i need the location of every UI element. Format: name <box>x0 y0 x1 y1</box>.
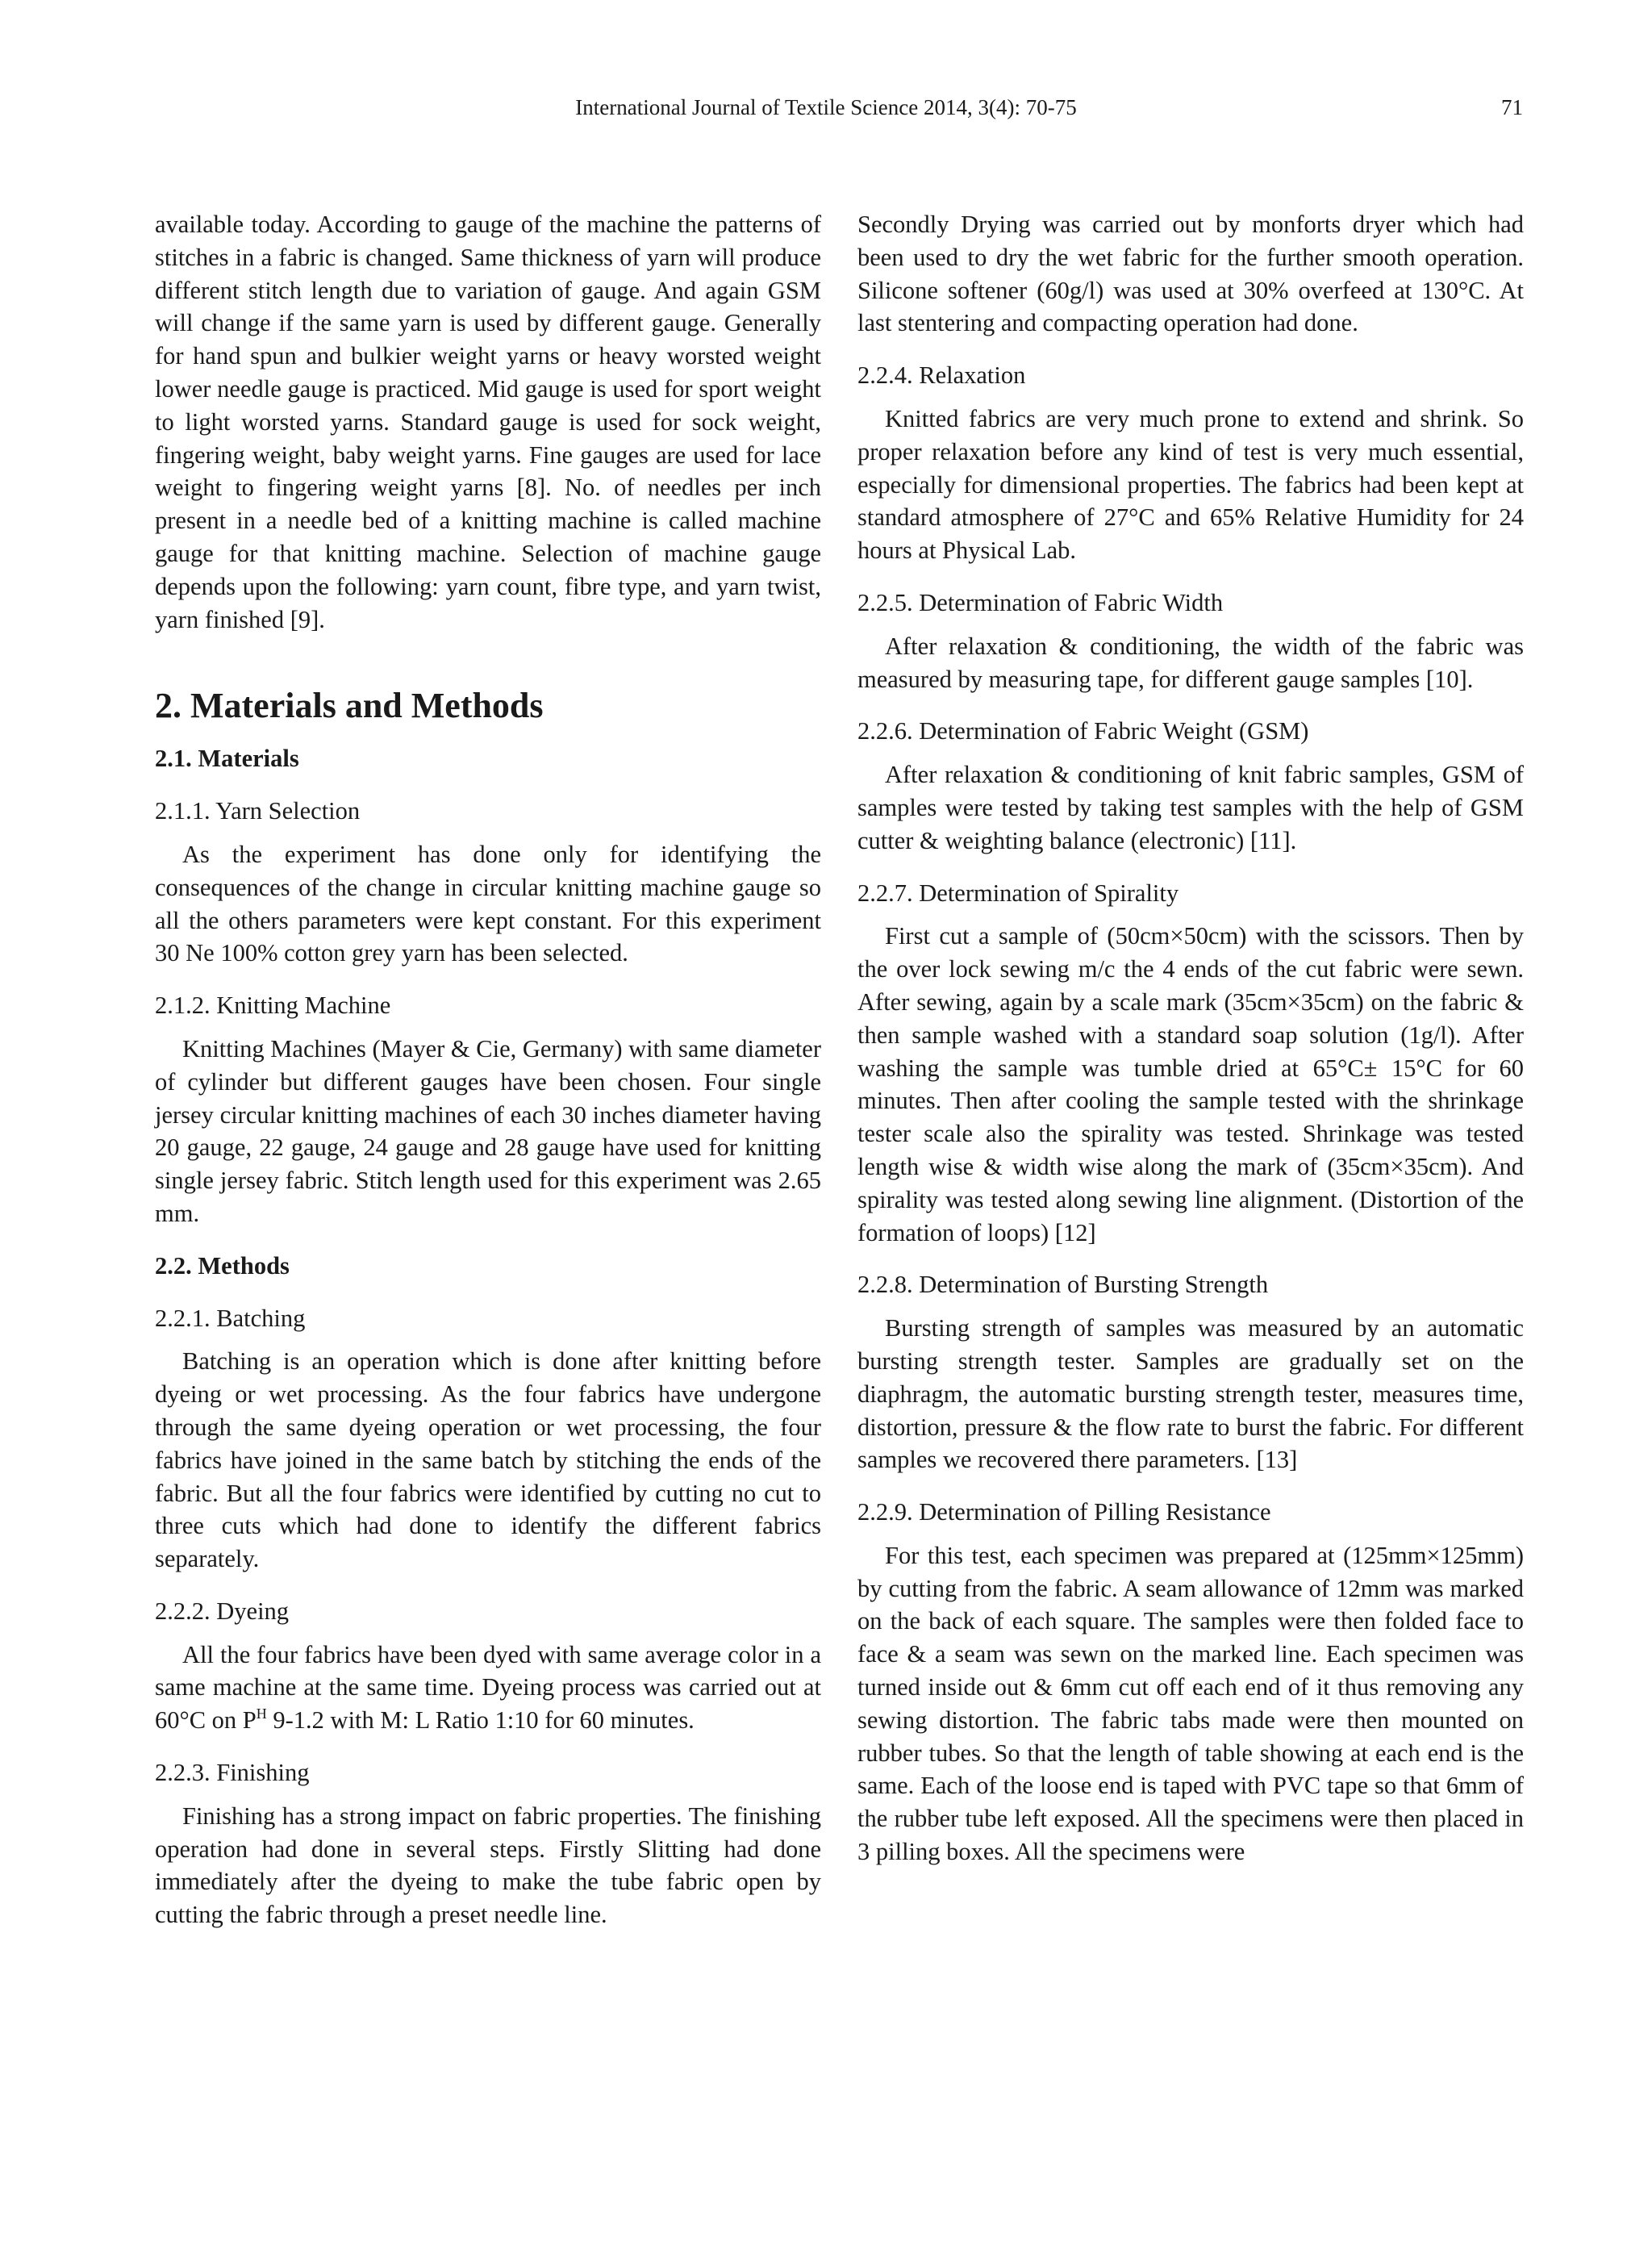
methods-heading: 2.2. Methods <box>155 1251 290 1280</box>
pilling-resistance-text: For this test, each specimen was prepared at (125mm×125mm) by cutting from the fabric. A seam allowance of 12mm was marked on the back of each square. The samples were then folded face to face & a seam was sewn on the marked line. Each specimen was turned inside out & 6mm cut off each end of it thus removing any sewing distortion. The fabric tabs made were then mounted on rubber tubes. So that the length of table showing at each end is the same. Each of the loose end is taped with PVC tape so that 6mm of the rubber tube left exposed. All the specimens were then placed in 3 pilling boxes. All the specimens were <box>857 1541 1524 1866</box>
bursting-strength-text: Bursting strength of samples was measured by an automatic bursting strength tester. Samples are gradually set on the diaphragm, the automatic bursting strength tester, measures time, distortion, pressure & the flow rate to burst the fabric. For different samples we recovered there parameters. [13] <box>857 1314 1524 1474</box>
bursting-strength-heading: 2.2.8. Determination of Bursting Strength <box>857 1271 1269 1299</box>
relaxation-text: Knitted fabrics are very much prone to extend and shrink. So proper relaxation before any kind of test is very much essential, especially for dimensional properties. The fabrics had been kept at standard atmosphere of 27°C and 65% Relative Humidity for 24 hours at Physical Lab. <box>857 404 1524 565</box>
dyeing-text-b: 9-1.2 with M: L Ratio 1:10 for 60 minutes. <box>266 1706 695 1735</box>
finishing-continued-text: Secondly Drying was carried out by monforts dryer which had been used to dry the wet fabric for the further smooth operation. Silicone softener (60g/l) was used at 30% overfeed at 130°C. At last stentering and compacting operation had done. <box>857 211 1524 337</box>
section-title: 2. Materials and Methods <box>155 686 544 726</box>
fabric-weight-text: After relaxation & conditioning of knit fabric samples, GSM of samples were tested by taking test samples with the help of GSM cutter & weighting balance (electronic) [11]. <box>857 761 1524 854</box>
fabric-width-text: After relaxation & conditioning, the width of the fabric was measured by measuring tape, for different gauge samples [10]. <box>857 632 1524 693</box>
yarn-selection-heading: 2.1.1. Yarn Selection <box>155 797 361 825</box>
running-header <box>0 95 1652 127</box>
spirality-text: First cut a sample of (50cm×50cm) with the scissors. Then by the over lock sewing m/c the 4 ends of the cut fabric were sewn. After sewing, again by a scale mark (35cm×35cm) on the fabric & then sample washed with a standard soap solution (1g/l). After washing the sample was tumble dried at 65°C± 15°C for 60 minutes. Then after cooling the sample tested with the shrinkage tester scale also the spirality was tested. Shrinkage was tested length wise & width wise along the mark of (35cm×35cm). And spirality was tested along sewing line alignment. (Distortion of the formation of loops) [12] <box>857 922 1524 1246</box>
ph-superscript: H <box>256 1706 267 1722</box>
batching-heading: 2.2.1. Batching <box>155 1304 306 1332</box>
intro-paragraph: available today. According to gauge of the machine the patterns of stitches in a fabric is changed. Same thickness of yarn will produce different stitch length due to variation of gauge. And again GSM will change if the same yarn is used by different gauge. Generally for hand spun and bulkier weight yarns or heavy worsted weight lower needle gauge is practiced. Mid gauge is used for sport weight to light worsted yarns. Standard gauge is used for sock weight, fingering weight, baby weight yarns. Fine gauges are used for lace weight to fingering weight yarns [8]. No. of needles per inch present in a needle bed of a knitting machine is called machine gauge for that knitting machine. Selection of machine gauge depends upon the following: yarn count, fibre type, and yarn twist, yarn finished [9]. <box>155 211 821 633</box>
knitting-machine-heading: 2.1.2. Knitting Machine <box>155 992 391 1020</box>
knitting-machine-text: Knitting Machines (Mayer & Cie, Germany) with same diameter of cylinder but different gauges have been chosen. Four single jersey circular knitting machines of each 30 inches diameter having 20 gauge, 22 gauge, 24 gauge and 28 gauge have used for knitting single jersey fabric. Stitch length used for this experiment was 2.65 mm. <box>155 1034 821 1227</box>
page-number: 71 <box>1501 95 1523 119</box>
yarn-selection-text: As the experiment has done only for identifying the consequences of the change in circular knitting machine gauge so all the others parameters were kept constant. For this experiment 30 Ne 100% cotton grey yarn has been selected. <box>155 840 821 967</box>
materials-heading: 2.1. Materials <box>155 745 299 773</box>
relaxation-heading: 2.2.4. Relaxation <box>857 361 1026 390</box>
pilling-resistance-heading: 2.2.9. Determination of Pilling Resistance <box>857 1498 1271 1526</box>
left-column <box>155 208 821 1931</box>
spirality-heading: 2.2.7. Determination of Spirality <box>857 879 1179 907</box>
right-column <box>857 208 1524 1868</box>
finishing-text: Finishing has a strong impact on fabric properties. The finishing operation had done in several steps. Firstly Slitting had done immediately after the dyeing to make the tube fabric open by cutting the fabric through a preset needle line. <box>155 1802 821 1929</box>
fabric-weight-heading: 2.2.6. Determination of Fabric Weight (GSM) <box>857 717 1309 745</box>
batching-text: Batching is an operation which is done after knitting before dyeing or wet processing. As the four fabrics have undergone through the same dyeing operation or wet processing, the four fabrics have joined in the same batch by stitching the ends of the fabric. But all the four fabrics were identified by cutting no cut to three cuts which had done to identify the different fabrics separately. <box>155 1347 821 1573</box>
fabric-width-heading: 2.2.5. Determination of Fabric Width <box>857 588 1224 616</box>
dyeing-heading: 2.2.2. Dyeing <box>155 1597 290 1625</box>
finishing-heading: 2.2.3. Finishing <box>155 1759 310 1787</box>
journal-citation: International Journal of Textile Science 2014, 3(4): 70-75 <box>575 95 1077 119</box>
dyeing-text <box>155 1639 821 1737</box>
dyeing-text-a: All the four fabrics have been dyed with same average color in a same machine at the same time. Dyeing process was carried out at 60°C on P <box>155 1640 821 1735</box>
